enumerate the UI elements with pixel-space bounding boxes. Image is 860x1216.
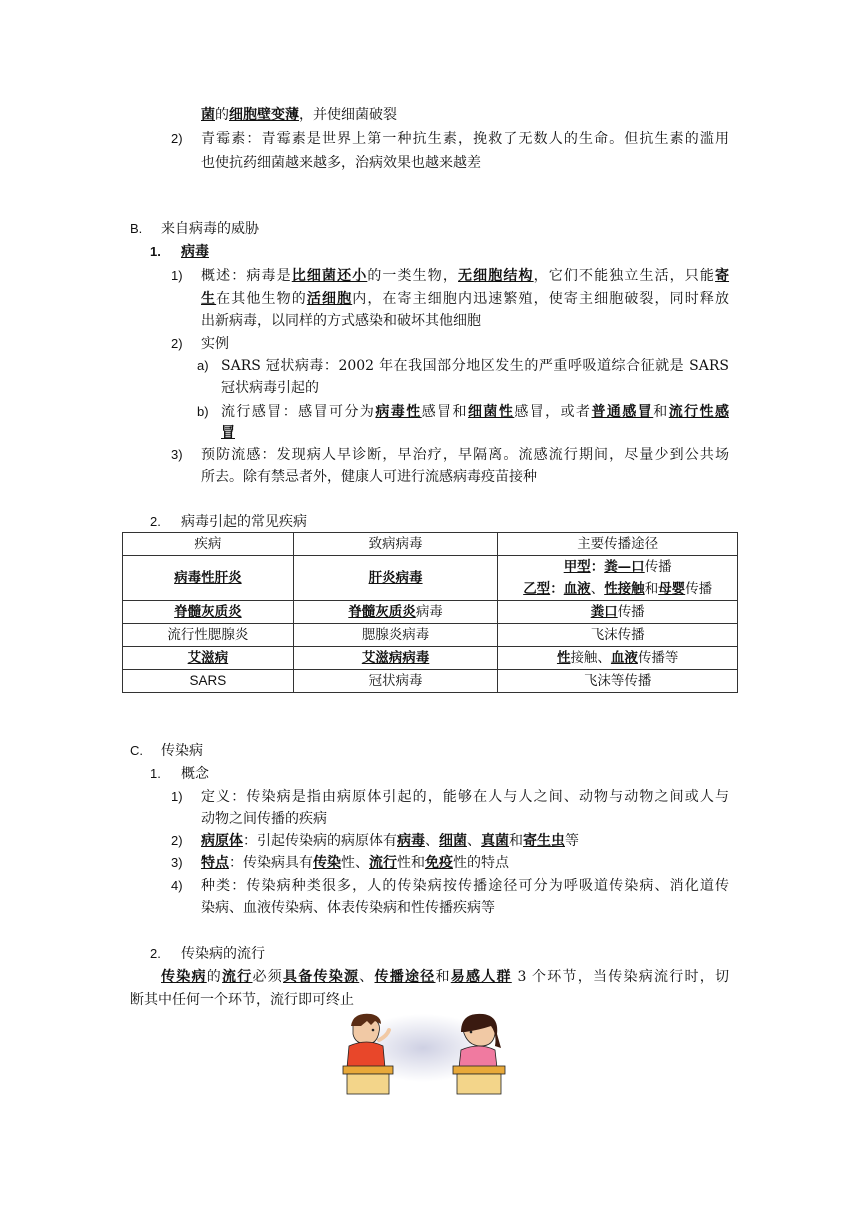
list-number: 1) <box>171 268 183 283</box>
features-line: 特点：传染病具有传染性、流行性和免疫性的特点 <box>201 855 509 871</box>
epidemic-para-line-2: 断其中任何一个环节，流行即可终止 <box>130 992 354 1008</box>
table-cell: 病毒性肝炎 <box>123 556 294 601</box>
flu-line-2: 冒 <box>221 425 235 441</box>
table-cell: 腮腺炎病毒 <box>293 624 498 647</box>
flu-prevention-line-1: 预防流感：发现病人早诊断，早治疗，早隔离。流感流行期间，尽量少到公共场 <box>201 447 729 463</box>
table-cell: 粪口传播 <box>498 601 738 624</box>
table-cell: SARS <box>123 670 294 693</box>
top-line-1: 菌的细胞壁变薄，并使细菌破裂 <box>201 107 397 123</box>
flu-line-1: 流行感冒：感冒可分为病毒性感冒和细菌性感冒，或者普通感冒和流行性感 <box>221 404 729 420</box>
table-cell: 飞沫等传播 <box>498 670 738 693</box>
table-cell: 肝炎病毒 <box>293 556 498 601</box>
list-number: 1. <box>150 244 161 259</box>
table-row <box>123 670 738 693</box>
examples-heading: 实例 <box>201 336 229 352</box>
list-number: 3) <box>171 855 183 870</box>
table-row <box>123 624 738 647</box>
table-header: 疾病 <box>123 533 294 556</box>
table-cell <box>498 556 738 601</box>
table-cell: 脊髓灰质炎 <box>123 601 294 624</box>
table-cell: 艾滋病 <box>123 647 294 670</box>
virus-overview-line-1: 概述：病毒是比细菌还小的一类生物，无细胞结构，它们不能独立生活，只能寄 <box>201 268 730 284</box>
table-cell: 性接触、血液传播等 <box>498 647 738 670</box>
concept-heading: 概念 <box>181 766 209 782</box>
section-letter: C. <box>130 743 143 758</box>
section-letter: B. <box>130 221 143 236</box>
diseases-heading: 病毒引起的常见疾病 <box>181 514 307 530</box>
sars-line-1: SARS 冠状病毒：2002 年在我国部分地区发生的严重呼吸道综合征就是 SARS <box>221 358 729 374</box>
list-number: a) <box>197 358 209 373</box>
route-line: 甲型：粪—口传播 <box>563 559 672 575</box>
cough-transmission-illustration <box>335 1010 511 1100</box>
list-number: 4) <box>171 878 183 893</box>
virus-disease-table <box>122 532 738 693</box>
penicillin-line-1: 青霉素：青霉素是世界上第一种抗生素，挽救了无数人的生命。但抗生素的滥用 <box>201 131 729 147</box>
table-cell: 脊髓灰质炎病毒 <box>293 601 498 624</box>
table-row <box>123 556 738 601</box>
table-header-row <box>123 533 738 556</box>
definition-line-1: 定义：传染病是指由病原体引起的，能够在人与人之间、动物与动物之间或人与 <box>201 789 729 805</box>
definition-line-2: 动物之间传播的疾病 <box>201 811 327 827</box>
section-b-title: 来自病毒的威胁 <box>161 221 259 237</box>
table-cell: 冠状病毒 <box>293 670 498 693</box>
list-number: 2) <box>171 336 183 351</box>
route-line: 乙型：血液、性接触和母婴传播 <box>523 581 713 597</box>
virus-heading: 病毒 <box>181 244 209 260</box>
section-c-title: 传染病 <box>161 743 203 759</box>
virus-overview-line-2: 生在其他生物的活细胞内，在寄主细胞内迅速繁殖，使寄主细胞破裂，同时释放 <box>201 291 730 307</box>
table-cell: 流行性腮腺炎 <box>123 624 294 647</box>
table-cell: 艾滋病病毒 <box>293 647 498 670</box>
list-number: 1) <box>171 789 183 804</box>
table-row <box>123 601 738 624</box>
list-number: 2) <box>171 833 183 848</box>
table-cell: 飞沫传播 <box>498 624 738 647</box>
table-header: 主要传播途径 <box>498 533 738 556</box>
list-number: b) <box>197 404 209 419</box>
list-number: 1. <box>150 766 161 781</box>
virus-overview-line-3: 出新病毒，以同样的方式感染和破坏其他细胞 <box>201 313 481 329</box>
sars-line-2: 冠状病毒引起的 <box>221 380 319 396</box>
list-number: 3) <box>171 447 183 462</box>
table-row <box>123 647 738 670</box>
epidemic-para-line-1: 传染病的流行必须具备传染源、传播途径和易感人群 3 个环节，当传染病流行时，切 <box>161 969 730 985</box>
table-header: 致病病毒 <box>293 533 498 556</box>
epidemic-heading: 传染病的流行 <box>181 946 265 962</box>
list-number: 2) <box>171 131 183 146</box>
flu-prevention-line-2: 所去。除有禁忌者外，健康人可进行流感病毒疫苗接种 <box>201 469 537 485</box>
list-number: 2. <box>150 946 161 961</box>
types-line-1: 种类：传染病种类很多，人的传染病按传播途径可分为呼吸道传染病、消化道传 <box>201 878 729 894</box>
list-number: 2. <box>150 514 161 529</box>
penicillin-line-2: 也使抗药细菌越来越多，治病效果也越来越差 <box>201 155 481 171</box>
pathogen-line: 病原体：引起传染病的病原体有病毒、细菌、真菌和寄生虫等 <box>201 833 579 849</box>
types-line-2: 染病、血液传染病、体表传染病和性传播疾病等 <box>201 900 495 916</box>
